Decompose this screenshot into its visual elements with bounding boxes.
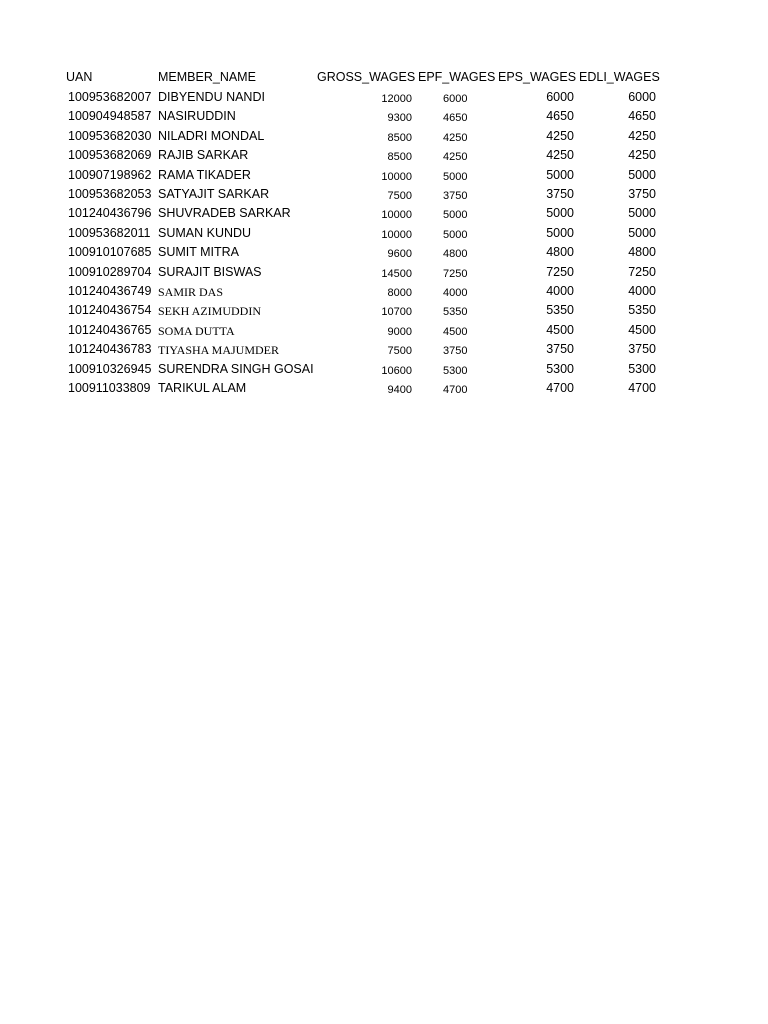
table-row <box>0 243 768 262</box>
member-name-cell: RAMA TIKADER <box>158 167 251 182</box>
eps-wages-cell: 5000 <box>546 225 574 240</box>
edli-wages-cell: 4800 <box>628 245 656 260</box>
edli-wages-cell: 5300 <box>628 361 656 376</box>
member-name-cell: SEKH AZIMUDDIN <box>158 304 261 319</box>
epf-wages-cell: 3750 <box>443 345 468 358</box>
uan-cell: 100911033809 <box>68 381 151 395</box>
epf-wages-cell: 4700 <box>443 384 468 396</box>
gross-wages-cell: 8500 <box>387 131 412 144</box>
epf-wages-cell: 5350 <box>443 306 468 319</box>
member-name-cell: NASIRUDDIN <box>158 109 236 124</box>
gross-wages-cell: 7500 <box>387 345 412 358</box>
member-name-cell: TARIKUL ALAM <box>158 381 247 395</box>
member-name-cell: SHUVRADEB SARKAR <box>158 206 291 221</box>
edli-wages-cell: 5000 <box>628 206 656 221</box>
eps-wages-cell: 4700 <box>546 381 574 395</box>
gross-wages-cell: 14500 <box>381 267 412 280</box>
eps-wages-cell: 4250 <box>546 128 574 143</box>
edli-wages-cell: 7250 <box>628 264 656 279</box>
edli-wages-cell: 4650 <box>628 109 656 124</box>
header-member-name: MEMBER_NAME <box>158 70 256 84</box>
eps-wages-cell: 4000 <box>546 284 574 298</box>
gross-wages-cell: 7500 <box>387 190 412 202</box>
gross-wages-cell: 9400 <box>387 384 412 396</box>
uan-cell: 100904948587 <box>68 109 152 124</box>
table-row <box>0 224 768 243</box>
table-row <box>0 282 768 301</box>
eps-wages-cell: 4650 <box>546 109 574 124</box>
edli-wages-cell: 4700 <box>628 381 656 395</box>
table-row <box>0 146 768 165</box>
gross-wages-cell: 10000 <box>381 170 412 183</box>
member-name-cell: SUMAN KUNDU <box>158 225 252 240</box>
uan-cell: 101240436783 <box>68 342 152 357</box>
edli-wages-cell: 4500 <box>628 322 656 337</box>
epf-wages-cell: 4800 <box>443 248 468 261</box>
epf-wages-cell: 5000 <box>443 170 468 183</box>
header-gross-wages: GROSS_WAGES <box>317 70 416 84</box>
header-eps-wages: EPS_WAGES <box>498 70 577 84</box>
table-row <box>0 321 768 340</box>
uan-cell: 101240436765 <box>68 322 152 337</box>
eps-wages-cell: 7250 <box>546 264 574 279</box>
member-name-cell: SURENDRA SINGH GOSAI <box>158 361 314 376</box>
table-row <box>0 88 768 107</box>
uan-cell: 100907198962 <box>68 167 152 182</box>
epf-wages-cell: 4250 <box>443 131 468 144</box>
member-name-cell: NILADRI MONDAL <box>158 128 265 143</box>
gross-wages-cell: 10000 <box>381 228 412 241</box>
header-edli-wages: EDLI_WAGES <box>579 70 660 84</box>
member-name-cell: DIBYENDU NANDI <box>158 90 265 104</box>
edli-wages-cell: 6000 <box>628 90 656 104</box>
gross-wages-cell: 9600 <box>387 248 412 261</box>
edli-wages-cell: 4250 <box>628 148 656 163</box>
gross-wages-cell: 12000 <box>381 93 412 105</box>
table-row <box>0 166 768 185</box>
member-name-cell: SURAJIT BISWAS <box>158 264 262 279</box>
eps-wages-cell: 4800 <box>546 245 574 260</box>
member-name-cell: SAMIR DAS <box>158 285 224 299</box>
edli-wages-cell: 4250 <box>628 128 656 143</box>
gross-wages-cell: 10600 <box>381 364 412 377</box>
uan-cell: 101240436796 <box>68 206 152 221</box>
edli-wages-cell: 3750 <box>628 187 656 201</box>
member-name-cell: SUMIT MITRA <box>158 245 240 260</box>
gross-wages-cell: 8000 <box>387 287 412 299</box>
epf-wages-cell: 5300 <box>443 364 468 377</box>
member-name-cell: TIYASHA MAJUMDER <box>158 343 280 358</box>
edli-wages-cell: 5350 <box>628 303 656 318</box>
table-row <box>0 107 768 126</box>
edli-wages-cell: 5000 <box>628 167 656 182</box>
table-row <box>0 127 768 146</box>
epf-wages-cell: 4650 <box>443 112 468 125</box>
epf-wages-cell: 4000 <box>443 287 468 299</box>
header-epf-wages: EPF_WAGES <box>418 70 496 84</box>
table-row <box>0 379 768 398</box>
member-name-cell: SATYAJIT SARKAR <box>158 187 270 201</box>
eps-wages-cell: 5350 <box>546 303 574 318</box>
uan-cell: 100953682030 <box>68 128 152 143</box>
gross-wages-cell: 10000 <box>381 209 412 222</box>
uan-cell: 101240436749 <box>68 284 152 298</box>
edli-wages-cell: 4000 <box>628 284 656 298</box>
gross-wages-cell: 9300 <box>387 112 412 125</box>
gross-wages-cell: 9000 <box>387 325 412 338</box>
member-name-cell: RAJIB SARKAR <box>158 148 249 163</box>
epf-wages-cell: 3750 <box>443 190 468 202</box>
table-row <box>0 340 768 359</box>
eps-wages-cell: 3750 <box>546 187 574 201</box>
epf-wages-cell: 7250 <box>443 267 468 280</box>
table-row <box>0 185 768 204</box>
epf-wages-cell: 5000 <box>443 209 468 222</box>
uan-cell: 100953682053 <box>68 187 152 201</box>
eps-wages-cell: 6000 <box>546 90 574 104</box>
gross-wages-cell: 8500 <box>387 151 412 164</box>
epf-wages-cell: 4250 <box>443 151 468 164</box>
table-row <box>0 204 768 223</box>
table-row <box>0 360 768 379</box>
eps-wages-cell: 4500 <box>546 322 574 337</box>
edli-wages-cell: 3750 <box>628 342 656 357</box>
table-row <box>0 263 768 282</box>
uan-cell: 101240436754 <box>68 303 152 318</box>
header-uan: UAN <box>66 70 93 84</box>
epf-wages-cell: 6000 <box>443 93 468 105</box>
eps-wages-cell: 5300 <box>546 361 574 376</box>
edli-wages-cell: 5000 <box>628 225 656 240</box>
uan-cell: 100953682011 <box>68 225 151 240</box>
eps-wages-cell: 5000 <box>546 167 574 182</box>
epf-wages-cell: 5000 <box>443 228 468 241</box>
uan-cell: 100953682069 <box>68 148 152 163</box>
table-row <box>0 301 768 320</box>
epf-wages-cell: 4500 <box>443 325 468 338</box>
uan-cell: 100910326945 <box>68 361 152 376</box>
gross-wages-cell: 10700 <box>381 306 412 319</box>
eps-wages-cell: 4250 <box>546 148 574 163</box>
eps-wages-cell: 3750 <box>546 342 574 357</box>
eps-wages-cell: 5000 <box>546 206 574 221</box>
member-name-cell: SOMA DUTTA <box>158 323 235 338</box>
uan-cell: 100910289704 <box>68 264 152 279</box>
uan-cell: 100910107685 <box>68 245 152 260</box>
header-row <box>0 68 768 87</box>
uan-cell: 100953682007 <box>68 90 152 104</box>
